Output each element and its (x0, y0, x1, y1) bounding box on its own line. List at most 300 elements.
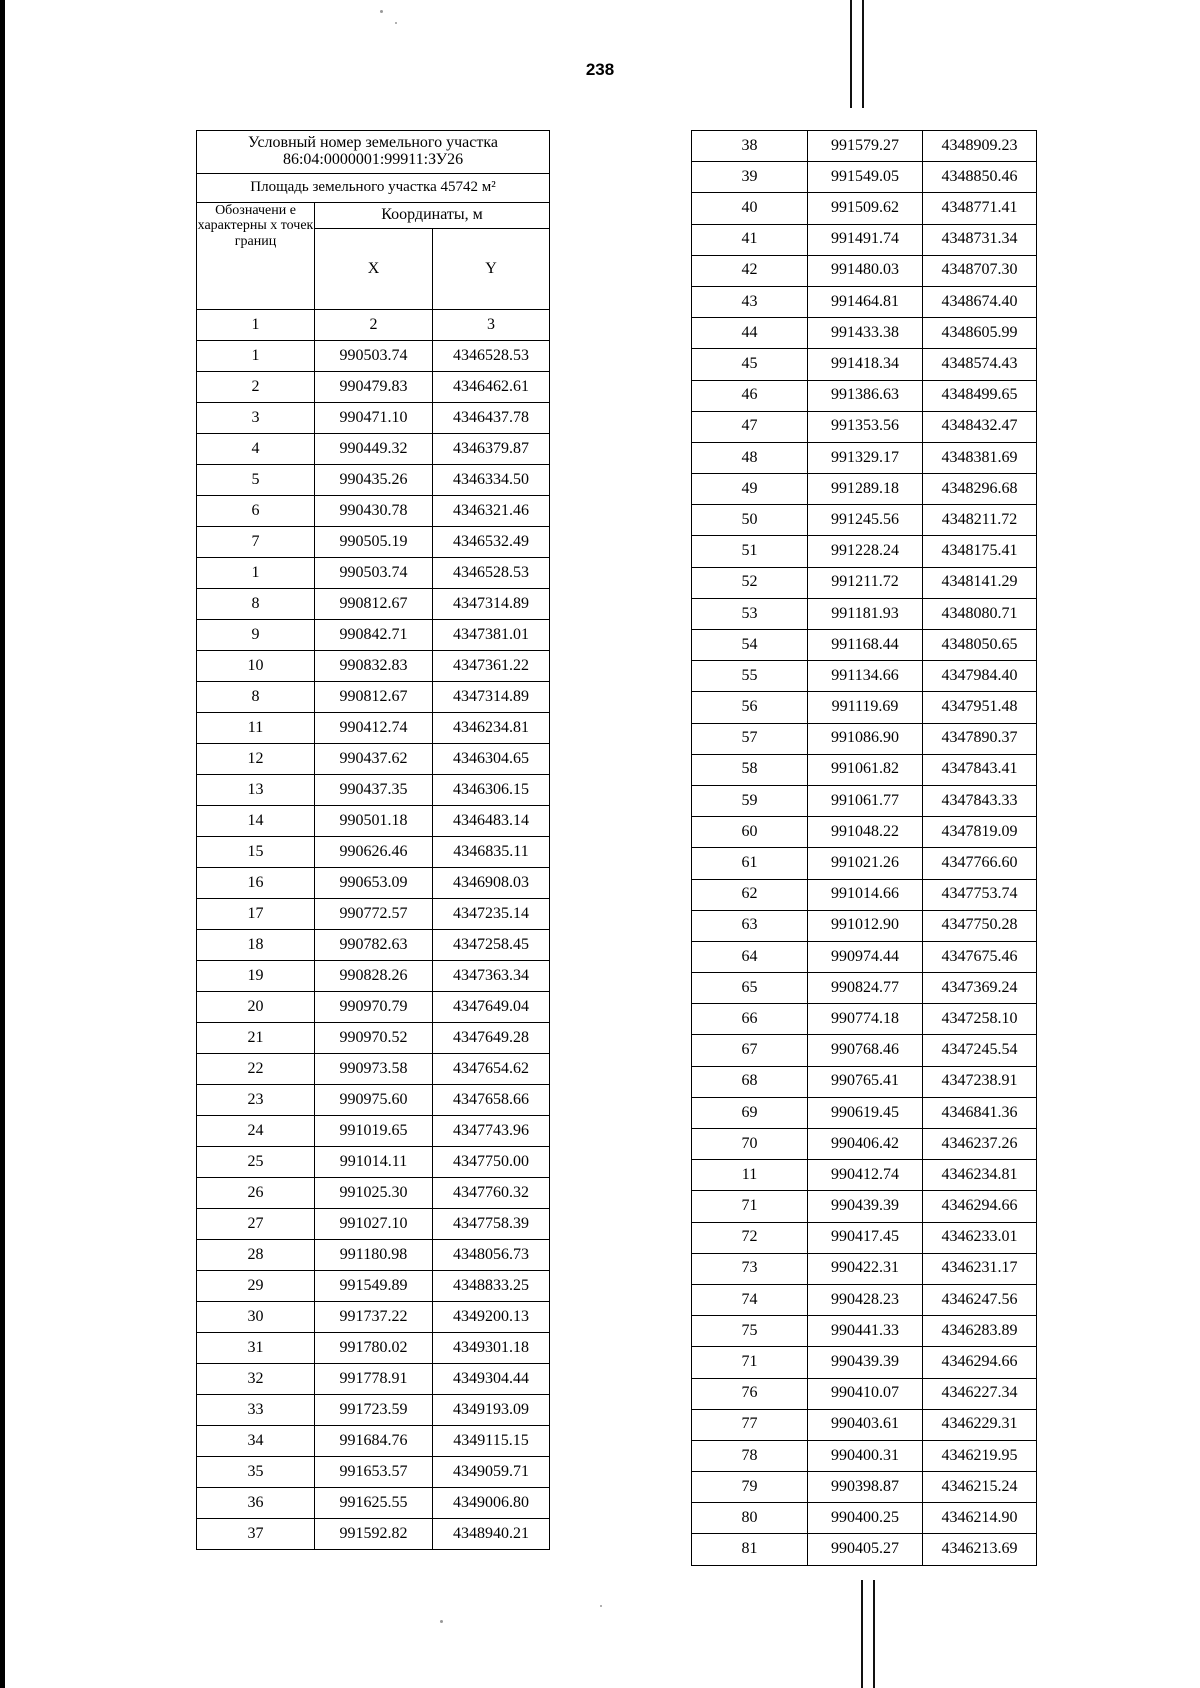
point-number-cell: 3 (197, 403, 315, 434)
parcel-title-line1: Условный номер земельного участка (248, 134, 498, 152)
table-row (197, 496, 550, 527)
table-row (197, 1519, 550, 1550)
y-coordinate-cell: 4347649.28 (433, 1023, 550, 1054)
y-coordinate-cell: 4347753.74 (923, 879, 1037, 910)
table-row (692, 723, 1037, 754)
table-row (692, 1004, 1037, 1035)
x-coordinate-cell: 991061.77 (808, 785, 923, 816)
x-coordinate-cell: 990505.19 (315, 527, 433, 558)
y-coordinate-cell: 4347843.33 (923, 785, 1037, 816)
x-coordinate-cell: 991653.57 (315, 1457, 433, 1488)
x-coordinate-cell: 990449.32 (315, 434, 433, 465)
point-number-cell: 71 (692, 1347, 808, 1378)
y-coordinate-cell: 4348909.23 (923, 131, 1037, 162)
table-row (197, 930, 550, 961)
point-number-cell: 36 (197, 1488, 315, 1519)
y-coordinate-cell: 4346306.15 (433, 775, 550, 806)
y-coordinate-cell: 4348056.73 (433, 1240, 550, 1271)
table-row (692, 1066, 1037, 1097)
scan-speck (600, 1605, 602, 1607)
point-number-cell: 74 (692, 1284, 808, 1315)
y-coordinate-cell: 4346233.01 (923, 1222, 1037, 1253)
y-coordinate-cell: 4347658.66 (433, 1085, 550, 1116)
x-coordinate-cell: 991245.56 (808, 505, 923, 536)
table-row (692, 692, 1037, 723)
x-coordinate-cell: 990619.45 (808, 1097, 923, 1128)
x-coordinate-cell: 991509.62 (808, 193, 923, 224)
y-coordinate-cell: 4347235.14 (433, 899, 550, 930)
point-number-cell: 70 (692, 1129, 808, 1160)
point-number-cell: 57 (692, 723, 808, 754)
table-row (197, 651, 550, 682)
table-row (692, 754, 1037, 785)
table-row (692, 1534, 1037, 1565)
x-header: X (315, 229, 433, 310)
point-number-cell: 64 (692, 941, 808, 972)
x-coordinate-cell: 990503.74 (315, 558, 433, 589)
point-number-cell: 79 (692, 1472, 808, 1503)
x-coordinate-cell: 990400.31 (808, 1440, 923, 1471)
point-number-cell: 18 (197, 930, 315, 961)
x-coordinate-cell: 990774.18 (808, 1004, 923, 1035)
point-number-cell: 12 (197, 744, 315, 775)
y-coordinate-cell: 4348731.34 (923, 224, 1037, 255)
y-coordinate-cell: 4347649.04 (433, 992, 550, 1023)
table-row (197, 837, 550, 868)
x-coordinate-cell: 990765.41 (808, 1066, 923, 1097)
y-coordinate-cell: 4346528.53 (433, 341, 550, 372)
table-row (692, 1160, 1037, 1191)
x-coordinate-cell: 990437.62 (315, 744, 433, 775)
point-number-cell: 81 (692, 1534, 808, 1565)
table-row (692, 973, 1037, 1004)
point-number-cell: 73 (692, 1253, 808, 1284)
y-coordinate-cell: 4348574.43 (923, 349, 1037, 380)
x-coordinate-cell: 990970.52 (315, 1023, 433, 1054)
y-coordinate-cell: 4347750.00 (433, 1147, 550, 1178)
table-row (692, 255, 1037, 286)
table-row (692, 1316, 1037, 1347)
table-row (197, 527, 550, 558)
x-coordinate-cell: 990412.74 (808, 1160, 923, 1191)
x-coordinate-cell: 991723.59 (315, 1395, 433, 1426)
table-row (692, 131, 1037, 162)
x-coordinate-cell: 990471.10 (315, 403, 433, 434)
table-row (692, 910, 1037, 941)
table-row (692, 598, 1037, 629)
point-number-cell: 19 (197, 961, 315, 992)
x-coordinate-cell: 990970.79 (315, 992, 433, 1023)
point-number-cell: 2 (197, 372, 315, 403)
point-number-cell: 22 (197, 1054, 315, 1085)
y-coordinate-cell: 4348850.46 (923, 162, 1037, 193)
point-number-cell: 75 (692, 1316, 808, 1347)
point-number-cell: 77 (692, 1409, 808, 1440)
y-coordinate-cell: 4347766.60 (923, 848, 1037, 879)
x-coordinate-cell: 990626.46 (315, 837, 433, 868)
point-number-cell: 26 (197, 1178, 315, 1209)
point-number-cell: 44 (692, 318, 808, 349)
table-row (692, 193, 1037, 224)
table-row (197, 713, 550, 744)
point-number-cell: 43 (692, 286, 808, 317)
table-row (197, 775, 550, 806)
point-number-cell: 66 (692, 1004, 808, 1035)
y-coordinate-cell: 4346321.46 (433, 496, 550, 527)
x-coordinate-cell: 991780.02 (315, 1333, 433, 1364)
y-coordinate-cell: 4348296.68 (923, 474, 1037, 505)
y-coordinate-cell: 4346214.90 (923, 1503, 1037, 1534)
x-coordinate-cell: 990400.25 (808, 1503, 923, 1534)
table-row (197, 1426, 550, 1457)
x-coordinate-cell: 990501.18 (315, 806, 433, 837)
table-row (692, 1191, 1037, 1222)
table-row (197, 682, 550, 713)
x-coordinate-cell: 991086.90 (808, 723, 923, 754)
column-number-3: 3 (433, 310, 550, 341)
y-coordinate-cell: 4346532.49 (433, 527, 550, 558)
point-number-cell: 11 (692, 1160, 808, 1191)
y-coordinate-cell: 4346234.81 (433, 713, 550, 744)
point-number-cell: 47 (692, 411, 808, 442)
point-number-cell: 29 (197, 1271, 315, 1302)
point-number-cell: 59 (692, 785, 808, 816)
point-number-cell: 33 (197, 1395, 315, 1426)
y-coordinate-cell: 4346247.56 (923, 1284, 1037, 1315)
x-coordinate-cell: 990828.26 (315, 961, 433, 992)
y-coordinate-cell: 4346334.50 (433, 465, 550, 496)
y-coordinate-cell: 4347951.48 (923, 692, 1037, 723)
y-coordinate-cell: 4346437.78 (433, 403, 550, 434)
x-coordinate-cell: 991491.74 (808, 224, 923, 255)
point-number-cell: 5 (197, 465, 315, 496)
y-coordinate-cell: 4347843.41 (923, 754, 1037, 785)
table-row (692, 1503, 1037, 1534)
point-number-cell: 1 (197, 558, 315, 589)
point-number-cell: 28 (197, 1240, 315, 1271)
point-number-cell: 42 (692, 255, 808, 286)
y-coordinate-cell: 4346237.26 (923, 1129, 1037, 1160)
y-coordinate-cell: 4349304.44 (433, 1364, 550, 1395)
point-number-cell: 16 (197, 868, 315, 899)
y-coordinate-cell: 4349006.80 (433, 1488, 550, 1519)
table-row (692, 1097, 1037, 1128)
x-coordinate-cell: 990439.39 (808, 1347, 923, 1378)
y-coordinate-cell: 4346294.66 (923, 1191, 1037, 1222)
x-coordinate-cell: 991464.81 (808, 286, 923, 317)
x-coordinate-cell: 991625.55 (315, 1488, 433, 1519)
y-coordinate-cell: 4348940.21 (433, 1519, 550, 1550)
x-coordinate-cell: 991329.17 (808, 442, 923, 473)
y-coordinate-cell: 4346379.87 (433, 434, 550, 465)
x-coordinate-cell: 990428.23 (808, 1284, 923, 1315)
point-number-cell: 7 (197, 527, 315, 558)
point-number-cell: 51 (692, 536, 808, 567)
table-row (692, 1347, 1037, 1378)
point-number-cell: 67 (692, 1035, 808, 1066)
point-number-cell: 30 (197, 1302, 315, 1333)
table-row (692, 1129, 1037, 1160)
y-coordinate-cell: 4346835.11 (433, 837, 550, 868)
x-coordinate-cell: 990412.74 (315, 713, 433, 744)
table-row (692, 848, 1037, 879)
table-row (692, 630, 1037, 661)
x-coordinate-cell: 991134.66 (808, 661, 923, 692)
y-coordinate-cell: 4346283.89 (923, 1316, 1037, 1347)
y-coordinate-cell: 4346234.81 (923, 1160, 1037, 1191)
table-row (692, 474, 1037, 505)
table-row (197, 1147, 550, 1178)
y-coordinate-cell: 4346483.14 (433, 806, 550, 837)
point-number-cell: 4 (197, 434, 315, 465)
x-coordinate-cell: 991019.65 (315, 1116, 433, 1147)
x-coordinate-cell: 991168.44 (808, 630, 923, 661)
point-number-cell: 72 (692, 1222, 808, 1253)
point-number-cell: 21 (197, 1023, 315, 1054)
table-row (197, 1333, 550, 1364)
x-coordinate-cell: 990406.42 (808, 1129, 923, 1160)
page-number: 238 (585, 60, 615, 79)
table-row (197, 465, 550, 496)
table-row (692, 349, 1037, 380)
parcel-area: Площадь земельного участка 45742 м² (197, 174, 550, 203)
y-coordinate-cell: 4346841.36 (923, 1097, 1037, 1128)
x-coordinate-cell: 990435.26 (315, 465, 433, 496)
y-coordinate-cell: 4346229.31 (923, 1409, 1037, 1440)
binding-line-top-1 (850, 0, 852, 108)
y-coordinate-cell: 4348211.72 (923, 505, 1037, 536)
x-coordinate-cell: 990974.44 (808, 941, 923, 972)
point-number-cell: 45 (692, 349, 808, 380)
x-coordinate-cell: 991061.82 (808, 754, 923, 785)
table-row (197, 1364, 550, 1395)
point-number-cell: 1 (197, 341, 315, 372)
coordinates-table-right (691, 130, 1037, 1566)
point-number-cell: 58 (692, 754, 808, 785)
column-number-2: 2 (315, 310, 433, 341)
point-number-cell: 34 (197, 1426, 315, 1457)
y-coordinate-cell: 4347369.24 (923, 973, 1037, 1004)
point-number-cell: 80 (692, 1503, 808, 1534)
x-coordinate-cell: 990824.77 (808, 973, 923, 1004)
x-coordinate-cell: 990479.83 (315, 372, 433, 403)
y-coordinate-cell: 4346528.53 (433, 558, 550, 589)
y-coordinate-cell: 4347363.34 (433, 961, 550, 992)
point-number-cell: 37 (197, 1519, 315, 1550)
y-coordinate-cell: 4347819.09 (923, 817, 1037, 848)
x-coordinate-cell: 990403.61 (808, 1409, 923, 1440)
y-coordinate-cell: 4348674.40 (923, 286, 1037, 317)
point-number-cell: 8 (197, 682, 315, 713)
y-coordinate-cell: 4347750.28 (923, 910, 1037, 941)
x-coordinate-cell: 990812.67 (315, 682, 433, 713)
table-row (197, 403, 550, 434)
table-row (692, 162, 1037, 193)
y-coordinate-cell: 4347760.32 (433, 1178, 550, 1209)
point-number-cell: 60 (692, 817, 808, 848)
table-row (197, 341, 550, 372)
point-number-cell: 40 (692, 193, 808, 224)
x-coordinate-cell: 990812.67 (315, 589, 433, 620)
y-coordinate-cell: 4347258.10 (923, 1004, 1037, 1035)
table-row (692, 505, 1037, 536)
x-coordinate-cell: 991027.10 (315, 1209, 433, 1240)
y-coordinate-cell: 4346462.61 (433, 372, 550, 403)
table-row (197, 806, 550, 837)
x-coordinate-cell: 991012.90 (808, 910, 923, 941)
y-coordinate-cell: 4349200.13 (433, 1302, 550, 1333)
x-coordinate-cell: 991353.56 (808, 411, 923, 442)
x-coordinate-cell: 991418.34 (808, 349, 923, 380)
table-row (692, 661, 1037, 692)
table-row (692, 224, 1037, 255)
x-coordinate-cell: 990398.87 (808, 1472, 923, 1503)
table-row (197, 1085, 550, 1116)
y-coordinate-cell: 4347743.96 (433, 1116, 550, 1147)
x-coordinate-cell: 991014.66 (808, 879, 923, 910)
x-coordinate-cell: 990842.71 (315, 620, 433, 651)
y-coordinate-cell: 4348707.30 (923, 255, 1037, 286)
binding-line-bottom-2 (873, 1580, 875, 1688)
table-row (692, 817, 1037, 848)
table-row (197, 1116, 550, 1147)
coordinates-table-left (196, 130, 550, 1550)
table-row (692, 318, 1037, 349)
point-number-cell: 11 (197, 713, 315, 744)
table-row (692, 380, 1037, 411)
y-coordinate-cell: 4347238.91 (923, 1066, 1037, 1097)
point-number-cell: 76 (692, 1378, 808, 1409)
y-coordinate-cell: 4348381.69 (923, 442, 1037, 473)
point-number-cell: 68 (692, 1066, 808, 1097)
y-coordinate-cell: 4348080.71 (923, 598, 1037, 629)
y-coordinate-cell: 4346304.65 (433, 744, 550, 775)
x-coordinate-cell: 990653.09 (315, 868, 433, 899)
point-number-cell: 56 (692, 692, 808, 723)
table-row (197, 1302, 550, 1333)
table-row (197, 1178, 550, 1209)
point-number-cell: 46 (692, 380, 808, 411)
x-coordinate-cell: 990503.74 (315, 341, 433, 372)
y-coordinate-cell: 4348771.41 (923, 193, 1037, 224)
x-coordinate-cell: 990975.60 (315, 1085, 433, 1116)
point-number-cell: 50 (692, 505, 808, 536)
x-coordinate-cell: 990832.83 (315, 651, 433, 682)
y-coordinate-cell: 4348175.41 (923, 536, 1037, 567)
x-coordinate-cell: 991119.69 (808, 692, 923, 723)
x-coordinate-cell: 991433.38 (808, 318, 923, 349)
table-row (197, 589, 550, 620)
y-coordinate-cell: 4347654.62 (433, 1054, 550, 1085)
table-row (197, 558, 550, 589)
x-coordinate-cell: 991289.18 (808, 474, 923, 505)
x-coordinate-cell: 990772.57 (315, 899, 433, 930)
x-coordinate-cell: 991180.98 (315, 1240, 433, 1271)
point-number-cell: 61 (692, 848, 808, 879)
table-row (197, 744, 550, 775)
point-number-cell: 52 (692, 567, 808, 598)
x-coordinate-cell: 991014.11 (315, 1147, 433, 1178)
x-coordinate-cell: 991592.82 (315, 1519, 433, 1550)
table-row (197, 372, 550, 403)
y-coordinate-cell: 4348141.29 (923, 567, 1037, 598)
point-number-cell: 54 (692, 630, 808, 661)
designation-header: Обозначени е характерны х точек границ (197, 203, 315, 310)
point-number-cell: 41 (692, 224, 808, 255)
point-number-cell: 23 (197, 1085, 315, 1116)
point-number-cell: 63 (692, 910, 808, 941)
y-coordinate-cell: 4349115.15 (433, 1426, 550, 1457)
y-coordinate-cell: 4346215.24 (923, 1472, 1037, 1503)
table-row (197, 1271, 550, 1302)
table-row (692, 536, 1037, 567)
point-number-cell: 20 (197, 992, 315, 1023)
table-row (197, 1240, 550, 1271)
y-coordinate-cell: 4349301.18 (433, 1333, 550, 1364)
table-row (692, 879, 1037, 910)
point-number-cell: 24 (197, 1116, 315, 1147)
point-number-cell: 69 (692, 1097, 808, 1128)
point-number-cell: 25 (197, 1147, 315, 1178)
point-number-cell: 71 (692, 1191, 808, 1222)
x-coordinate-cell: 991181.93 (808, 598, 923, 629)
x-coordinate-cell: 991025.30 (315, 1178, 433, 1209)
table-row (692, 1222, 1037, 1253)
column-number-1: 1 (197, 310, 315, 341)
y-coordinate-cell: 4347245.54 (923, 1035, 1037, 1066)
y-coordinate-cell: 4347984.40 (923, 661, 1037, 692)
table-row (692, 785, 1037, 816)
point-number-cell: 13 (197, 775, 315, 806)
point-number-cell: 32 (197, 1364, 315, 1395)
x-coordinate-cell: 990430.78 (315, 496, 433, 527)
x-coordinate-cell: 990782.63 (315, 930, 433, 961)
point-number-cell: 55 (692, 661, 808, 692)
y-coordinate-cell: 4346213.69 (923, 1534, 1037, 1565)
table-row (197, 434, 550, 465)
point-number-cell: 65 (692, 973, 808, 1004)
y-coordinate-cell: 4347258.45 (433, 930, 550, 961)
point-number-cell: 10 (197, 651, 315, 682)
point-number-cell: 14 (197, 806, 315, 837)
table-row (692, 1472, 1037, 1503)
y-coordinate-cell: 4347758.39 (433, 1209, 550, 1240)
x-coordinate-cell: 990441.33 (808, 1316, 923, 1347)
table-row (692, 1253, 1037, 1284)
y-coordinate-cell: 4348833.25 (433, 1271, 550, 1302)
x-coordinate-cell: 991778.91 (315, 1364, 433, 1395)
x-coordinate-cell: 991386.63 (808, 380, 923, 411)
y-coordinate-cell: 4348605.99 (923, 318, 1037, 349)
table-row (692, 567, 1037, 598)
parcel-title (197, 131, 550, 174)
x-coordinate-cell: 990405.27 (808, 1534, 923, 1565)
y-coordinate-cell: 4346227.34 (923, 1378, 1037, 1409)
table-row (197, 961, 550, 992)
y-coordinate-cell: 4346908.03 (433, 868, 550, 899)
table-row (197, 899, 550, 930)
table-row (692, 1378, 1037, 1409)
x-coordinate-cell: 990768.46 (808, 1035, 923, 1066)
scan-left-edge (0, 0, 5, 1688)
y-coordinate-cell: 4346231.17 (923, 1253, 1037, 1284)
table-row (692, 442, 1037, 473)
table-row (197, 620, 550, 651)
point-number-cell: 48 (692, 442, 808, 473)
table-row (197, 1395, 550, 1426)
x-coordinate-cell: 991228.24 (808, 536, 923, 567)
point-number-cell: 62 (692, 879, 808, 910)
